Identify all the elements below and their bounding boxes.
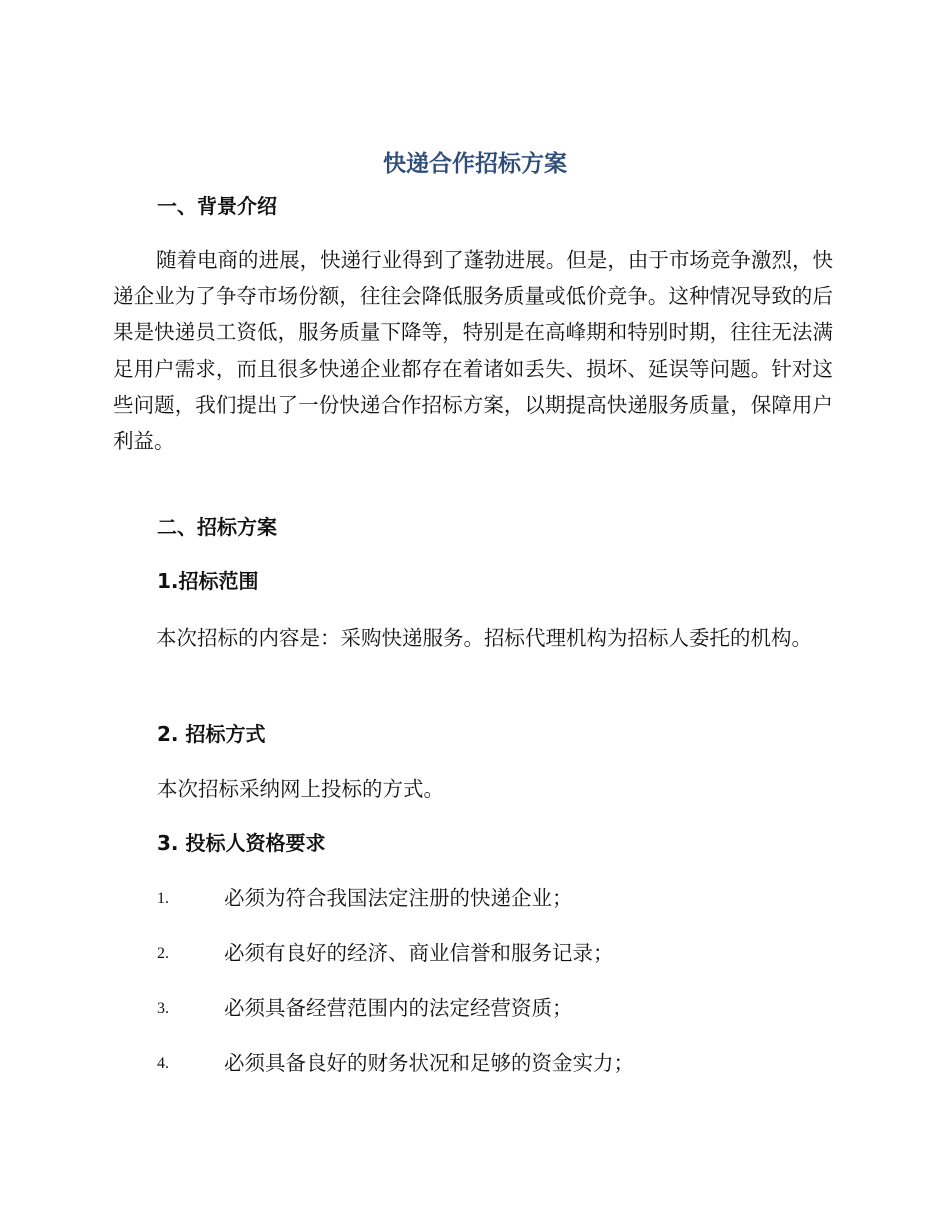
requirement-number: 2. [157,945,169,962]
method-text: 本次招标采纳网上投标的方式。 [157,777,444,801]
requirement-text: 必须具备良好的财务状况和足够的资金实力； [224,1051,634,1075]
requirement-item [157,1048,797,1078]
section-heading-plan: 二、招标方案 [157,515,277,539]
requirement-number: 1. [157,890,169,907]
requirement-number: 3. [157,1000,169,1017]
requirement-item [157,938,797,968]
requirement-item [157,883,797,913]
section-heading-background: 一、背景介绍 [157,194,277,218]
document-title: 快递合作招标方案 [383,151,567,177]
subheading-qualification: 3. 投标人资格要求 [157,831,326,855]
subheading-scope: 1.招标范围 [157,569,259,593]
subheading-method: 2. 招标方式 [157,722,266,746]
requirement-text: 必须具备经营范围内的法定经营资质； [224,996,573,1020]
requirement-text: 必须为符合我国法定注册的快递企业； [224,886,573,910]
requirement-item [157,993,797,1023]
background-paragraph: 随着电商的进展，快递行业得到了蓬勃进展。但是，由于市场竞争激烈，快递企业为了争夺市场份额，往往会降低服务质量或低价竞争。这种情况导致的后果是快递员工资低，服务质量下降等，特别是在高峰期和特别时期，往往无法满足用户需求，而且很多快递企业都存在着诸如丢失、损坏、延误等问题。针对这些问题，我们提出了一份快递合作招标方案，以期提高快递服务质量，保障用户利益。 [113,248,833,454]
requirement-text: 必须有良好的经济、商业信誉和服务记录； [224,941,614,965]
requirement-number: 4. [157,1055,169,1072]
scope-paragraph: 本次招标的内容是：采购快递服务。招标代理机构为招标人委托的机构。 [156,626,812,650]
